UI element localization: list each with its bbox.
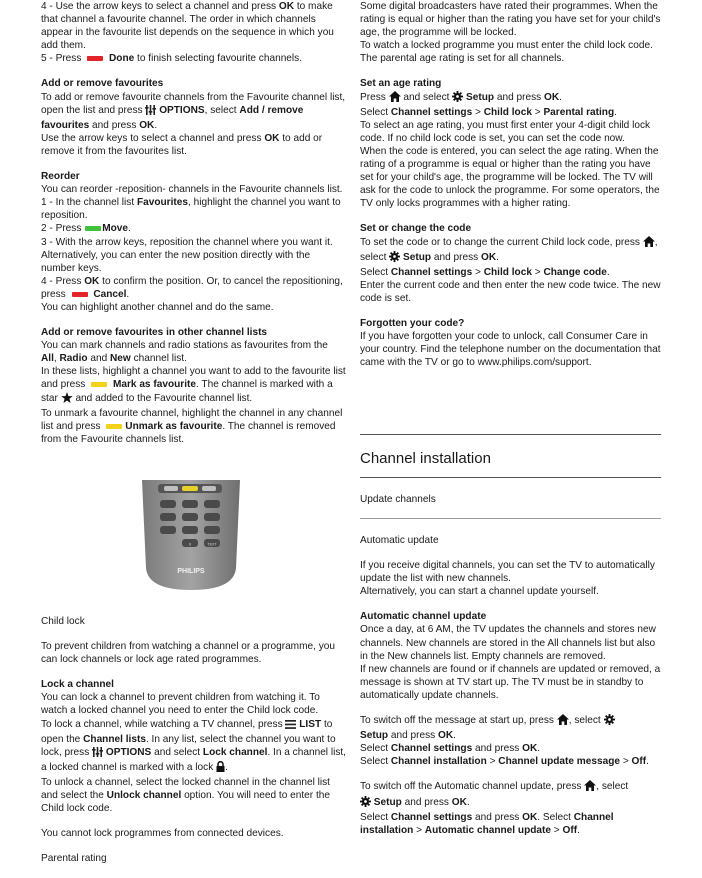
- subsection-rule: [360, 518, 661, 519]
- change-code-step-2: Select Channel settings > Child lock > Change code.: [360, 266, 610, 278]
- reorder-heading: Reorder: [41, 171, 80, 183]
- switch-off-message-c: Select Channel settings and press OK.: [360, 743, 541, 755]
- remote-key-text-label: TEXT: [207, 542, 217, 547]
- step-5-text: 5 - Press Done to finish selecting favourite channels.: [41, 53, 303, 65]
- left-column: [41, 0, 346, 446]
- lock-icon: [216, 761, 225, 776]
- star-icon: [61, 392, 73, 407]
- reorder-intro: You can reorder -reposition- channels in the Favourite channels list.: [41, 184, 343, 196]
- child-lock-section: [41, 615, 346, 865]
- gear-icon: [604, 714, 615, 729]
- automatic-update-heading: Automatic update: [360, 535, 439, 546]
- change-code-text-3: Enter the current code and then enter the new code twice. The new code is set.: [360, 279, 661, 304]
- right-column: [360, 0, 662, 369]
- green-key-icon: [85, 226, 101, 231]
- rating-intro-2: To watch a locked programme you must enter the child lock code. The parental age rating is set for all channels.: [360, 40, 653, 65]
- add-remove-text: To add or remove favourite channels from the Favourite channel list, open the list and press OPTIONS, select Add / remove favourites and press OK.: [41, 91, 346, 131]
- parental-rating-heading: Parental rating: [41, 853, 107, 865]
- unlock-channel-text: To unlock a channel, select the locked channel in the channel list and select the Unlock channel option. You will need to enter the Child lock code.: [41, 776, 330, 815]
- lock-channel-text-1: You can lock a channel to prevent children from watching it. To watch a locked channel you need to enter the Child lock code.: [41, 692, 320, 717]
- section-rule-top: [360, 434, 661, 435]
- other-lists-text-3: To unmark a favourite channel, highlight the channel in any channel list and press Unmark as favourite. The channel is removed from the Favourite channels list.: [41, 407, 343, 445]
- yellow-key-icon: [91, 382, 107, 387]
- forgot-code-heading: Forgotten your code?: [360, 317, 465, 329]
- add-remove-text-2: Use the arrow keys to select a channel and press OK to add or remove it from the favourites list.: [41, 132, 323, 157]
- other-lists-heading: Add or remove favourites in other channel lists: [41, 327, 268, 339]
- home-icon: [557, 714, 569, 729]
- other-lists-text-1: You can mark channels and radio stations as favourites from the All, Radio and New channel list.: [41, 340, 328, 365]
- list-icon: [285, 720, 296, 733]
- home-icon: [643, 236, 655, 251]
- switch-off-auto-b: Setup and press OK.: [360, 796, 662, 811]
- reorder-step-2: 2 - Press Move.: [41, 223, 131, 235]
- child-lock-heading: Child lock: [41, 616, 85, 627]
- acu-text-2: If new channels are found or if channels are updated or removed, a message is shown at TV start up. The TV must be in standby to automatically update channels.: [360, 663, 661, 701]
- change-code-heading: Set or change the code: [360, 223, 472, 235]
- automatic-update-text-1: If you receive digital channels, you can set the TV to automatically update the list with new channels.: [360, 560, 655, 585]
- age-rating-step-1: Press and select Setup and press OK.: [360, 91, 662, 106]
- red-key-icon: [87, 56, 103, 61]
- channel-installation-section: [360, 493, 662, 506]
- options-icon: [145, 105, 156, 119]
- gear-icon: [389, 251, 400, 266]
- lock-devices-note: You cannot lock programmes from connected devices.: [41, 828, 284, 840]
- child-lock-intro: To prevent children from watching a channel or a programme, you can lock channels or lock age rated programmes.: [41, 641, 335, 666]
- step-4-text: 4 - Use the arrow keys to select a channel and press OK to make that channel a favourite channel. The order in which channels appear in the favourite list depends on the sequence in which you add them.: [41, 1, 334, 52]
- home-icon: [389, 91, 401, 106]
- red-key-icon: [72, 292, 88, 297]
- switch-off-auto-a: To switch off the Automatic channel update, press , select: [360, 780, 662, 795]
- remote-control-illustration: [140, 480, 242, 590]
- lock-channel-heading: Lock a channel: [41, 679, 114, 691]
- lock-channel-text-2: To lock a channel, while watching a TV channel, press LIST to open the Channel lists. In any list, select the channel you want to lock, press OPTIONS and select Lock channel. In a channel list, a locked channel is marked with a lock .: [41, 718, 346, 776]
- age-rating-step-2: Select Channel settings > Child lock > Parental rating.: [360, 106, 617, 118]
- section-title: Channel installation: [360, 450, 491, 467]
- home-icon: [584, 780, 596, 795]
- automatic-update-section: [360, 534, 662, 837]
- reorder-step-3: 3 - With the arrow keys, reposition the channel where you want it. Alternatively, you can enter the new position directly with the number keys.: [41, 236, 333, 274]
- options-icon: [92, 747, 103, 761]
- automatic-channel-update-heading: Automatic channel update: [360, 611, 487, 623]
- section-rule-bottom: [360, 477, 661, 478]
- switch-off-message-a: To switch off the message at start up, press , select: [360, 714, 662, 729]
- reorder-step-1: 1 - In the channel list Favourites, highlight the channel you want to reposition.: [41, 197, 341, 222]
- gear-icon: [452, 91, 463, 106]
- switch-off-message-d: Select Channel installation > Channel update message > Off.: [360, 756, 649, 768]
- automatic-update-text-2: Alternatively, you can start a channel update yourself.: [360, 586, 599, 598]
- reorder-step-5: You can highlight another channel and do the same.: [41, 301, 274, 313]
- switch-off-auto-c: Select Channel settings and press OK. Select Channel installation > Automatic channel update > Off.: [360, 811, 614, 836]
- gear-icon: [360, 796, 371, 811]
- reorder-step-4: 4 - Press OK to confirm the position. Or, to cancel the repositioning, press Cancel.: [41, 275, 343, 300]
- age-rating-text-4: When the code is entered, you can select the age rating. When the rating of a programme is equal or higher than the rating you have set for your child's age, the programme will be locked. The TV will ask for the code to unlock the programme. For some operators, the TV only locks programmes with a higher rating.: [360, 145, 660, 210]
- age-rating-heading: Set an age rating: [360, 78, 442, 90]
- switch-off-message-b: Setup and press OK.: [360, 730, 456, 742]
- forgot-code-text: If you have forgotten your code to unlock, call Consumer Care in your country. Find the telephone number on the documentation that came with the TV or go to www.philips.com/support.: [360, 331, 661, 369]
- add-remove-heading: Add or remove favourites: [41, 78, 164, 90]
- update-channels-heading: Update channels: [360, 494, 436, 505]
- age-rating-text-3: To select an age rating, you must first enter your 4-digit child lock code. If no child lock code is set, you can set the code now.: [360, 119, 651, 144]
- rating-intro: Some digital broadcasters have rated their programmes. When the rating is equal or higher than the rating you have set for your child's age, the programme will be locked.: [360, 1, 661, 39]
- remote-brand-label: PHILIPS: [177, 568, 205, 575]
- change-code-step-1: To set the code or to change the current Child lock code, press , select Setup and press OK.: [360, 236, 662, 266]
- remote-key-0-label: 0: [188, 541, 192, 547]
- yellow-key-icon: [106, 424, 122, 429]
- acu-text-1: Once a day, at 6 AM, the TV updates the channels and stores new channels. New channels are stored in the All channels list but also in the New channels list. Empty channels are removed.: [360, 624, 656, 662]
- other-lists-text-2: In these lists, highlight a channel you want to add to the favourite list and press Mark as favourite. The channel is marked with a star and added to the Favourite channel list.: [41, 365, 346, 406]
